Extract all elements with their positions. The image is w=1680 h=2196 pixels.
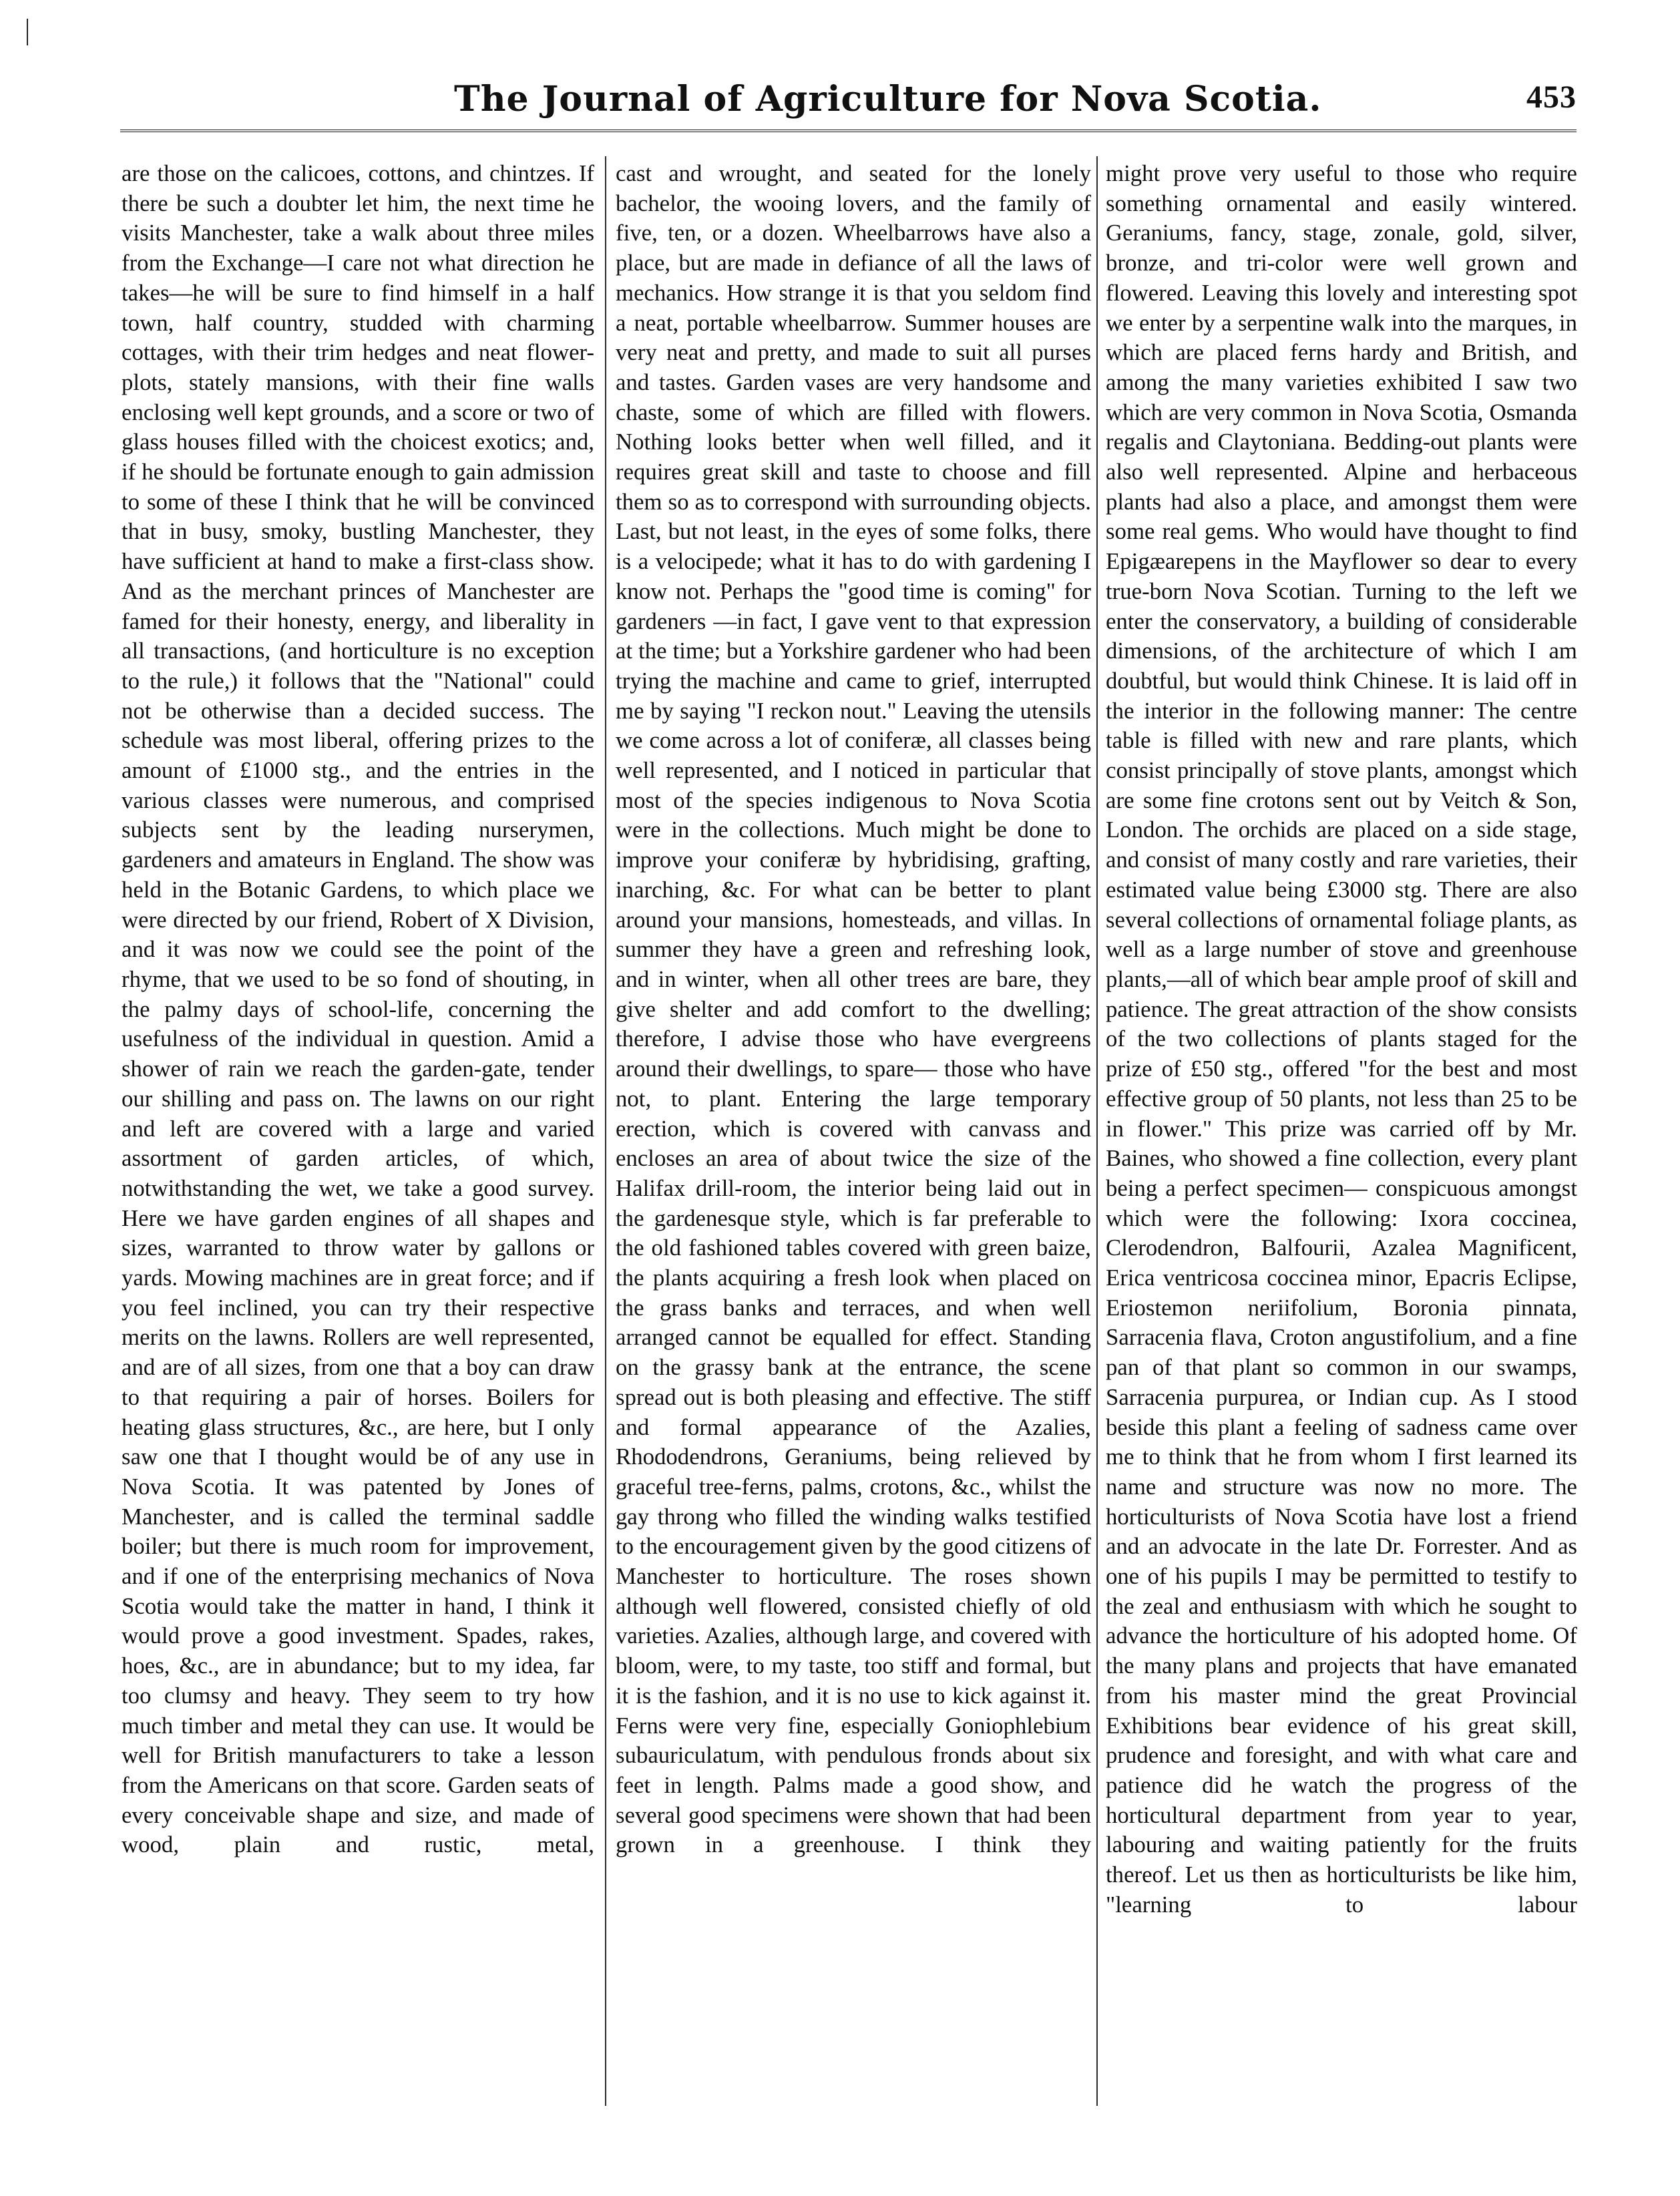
column-text: might prove very useful to those who require something ornamental and easily wintered. Geraniums, fancy, stage, zonale, gold, silver, bronze, and tri-color were well grown and flowered. Leaving this lovely and interesting spot we enter by a serpentine walk into the marques, in which are placed ferns hardy and British, and among the many varieties exhibited I saw two which are very common in Nova Scotia, Osmanda regalis and Claytoniana. Bedding-out plants were also well represented. Alpine and herbaceous plants had also a place, and amongst them were some real gems. Who would have thought to find Epigæarepens in the Mayflower so dear to every true-born Nova Scotian. Turning to the left we enter the conservatory, a building of considerable dimensions, of the architecture of which I am doubtful, but would think Chinese. It is laid off in the interior in the following manner: The centre table is filled with new and rare plants, which consist principally of stove plants, amongst which are some fine crotons sent out by Veitch & Son, London. The orchids are placed on a side stage, and consist of many costly and rare varieties, their estimated value being £3000 stg. There are also several collections of ornamental foliage plants, as well as a large number of stove and greenhouse plants,—all of which bear ample proof of skill and patience. The great attraction of the show consists of the two collections of plants staged for the prize of £50 stg., offered "for the best and most effective group of 50 plants, not less than 25 to be in flower." This prize was carried off by Mr. Baines, who showed a fine collection, every plant being a perfect specimen— conspicuous amongst which were the following: Ixora coccinea, Clerodendron, Balfourii, Azalea Magnificent, Erica ventricosa coccinea minor, Epacris Eclipse, Eriostemon neriifolium, Boronia pinnata, Sarracenia flava, Croton angustifolium, and a fine pan of that plant so common in our swamps, Sarracenia purpurea, or Indian cup. As I stood beside this plant a feeling of sadness came over me to think that he from whom I first learned its name and structure was now no more. The horticulturists of Nova Scotia have lost a friend and an advocate in the late Dr. Forrester. And as one of his pupils I may be permitted to testify to the zeal and enthusiasm with which he sought to advance the horticulture of his adopted home. Of the many plans and projects that have emanated from his master mind the great Provincial Exhibitions bear evidence of his great skill, prudence and foresight, and with what care and patience did he watch the progress of the horticultural department from year to year, labouring and waiting patiently for the fruits thereof. Let us then as horticulturists be like him, "learning to labour — [1106, 160, 1577, 1918]
text-column-middle — [616, 159, 1091, 2109]
column-text: are those on the calicoes, cottons, and chintzes. If there be such a doubter let him, the next time he visits Manchester, take a walk about three miles from the Exchange—I care not what direction he takes—he will be sure to find himself in a half town, half country, studded with charming cottages, with their trim hedges and neat flower-plots, stately mansions, with their fine walls enclosing well kept grounds, and a score or two of glass houses filled with the choicest exotics; and, if he should be fortunate enough to gain admission to some of these I think that he will be convinced that in busy, smoky, bustling Manchester, they have sufficient at hand to make a first-class show. And as the merchant princes of Manchester are famed for their honesty, energy, and liberality in all transactions, (and horticulture is no exception to the rule,) it follows that the "National" could not be otherwise than a decided success. The schedule was most liberal, offering prizes to the amount of £1000 stg., and the entries in the various classes were numerous, and comprised subjects sent by the leading nurserymen, gardeners and amateurs in England. The show was held in the Botanic Gardens, to which place we were directed by our friend, Robert of X Division, and it was now we could see the point of the rhyme, that we used to be so fond of shouting, in the palmy days of school-life, concerning the usefulness of the individual in question. Amid a shower of rain we reach the garden-gate, tender our shilling and pass on. The lawns on our right and left are covered with a large and varied assortment of garden articles, of which, notwithstanding the wet, we take a good survey. Here we have garden engines of all shapes and sizes, warranted to throw water by gallons or yards. Mowing machines are in great force; and if you feel inclined, you can try their respective merits on the lawns. Rollers are well represented, and are of all sizes, from one that a boy can draw to that requiring a pair of horses. Boilers for heating glass structures, &c., are here, but I only saw one that I thought would be of any use in Nova Scotia. It was patented by Jones of Manchester, and is called the terminal saddle boiler; but there is much room for improvement, and if one of the enterprising mechanics of Nova Scotia would take the matter in hand, I think it would prove a good investment. Spades, rakes, hoes, &c., are in abundance; but to my idea, far too clumsy and heavy. They seem to try how much timber and metal they can use. It would be well for British manufacturers to take a lesson from the Americans on that score. Garden seats of every conceivable shape and size, and made of wood, plain and rustic, metal, — [122, 160, 594, 1858]
margin-mark — [27, 19, 28, 45]
text-column-left — [122, 159, 594, 2109]
running-head-title: The Journal of Agriculture for Nova Scotia. — [454, 79, 1322, 120]
page-number: 453 — [1526, 79, 1577, 115]
header-rule — [120, 130, 1577, 132]
column-text: cast and wrought, and seated for the lonely bachelor, the wooing lovers, and the family of five, ten, or a dozen. Wheelbarrows have also a place, but are made in defiance of all the laws of mechanics. How strange it is that you seldom find a neat, portable wheelbarrow. Summer houses are very neat and pretty, and made to suit all purses and tastes. Garden vases are very handsome and chaste, some of which are filled with flowers. Nothing looks better when well filled, and it requires great skill and taste to choose and fill them so as to correspond with surrounding objects. Last, but not least, in the eyes of some folks, there is a velocipede; what it has to do with gardening I know not. Perhaps the "good time is coming" for gardeners —in fact, I gave vent to that expression at the time; but a Yorkshire gardener who had been trying the machine and came to grief, interrupted me by saying "I reckon nout." Leaving the utensils we come across a lot of coniferæ, all classes being well represented, and I noticed in particular that most of the species indigenous to Nova Scotia were in the collections. Much might be done to improve your coniferæ by hybridising, grafting, inarching, &c. For what can be better to plant around your mansions, homesteads, and villas. In summer they have a green and refreshing look, and in winter, when all other trees are bare, they give shelter and add comfort to the dwelling; therefore, I advise those who have evergreens around their dwellings, to spare— those who have not, to plant. Entering the large temporary erection, which is covered with canvass and encloses an area of about twice the size of the Halifax drill-room, the interior being laid out in the gardenesque style, which is far preferable to the old fashioned tables covered with green baize, the plants acquiring a fresh look when placed on the grass banks and terraces, and when well arranged cannot be equalled for effect. Standing on the grassy bank at the entrance, the scene spread out is both pleasing and effective. The stiff and formal appearance of the Azalies, Rhododendrons, Geraniums, being relieved by graceful tree-ferns, palms, crotons, &c., whilst the gay throng who filled the winding walks testified to the encouragement given by the good citizens of Manchester to horticulture. The roses shown although well flowered, consisted chiefly of old varieties. Azalies, although large, and covered with bloom, were, to my taste, too stiff and formal, but it is the fashion, and it is no use to kick against it. Ferns were very fine, especially Goniophlebium subauriculatum, with pendulous fronds about six feet in length. Palms made a good show, and several good specimens were shown that had been grown in a greenhouse. I think they — [616, 160, 1091, 1858]
column-divider — [605, 156, 606, 2106]
column-divider — [1096, 156, 1098, 2106]
text-column-right — [1106, 159, 1577, 2109]
